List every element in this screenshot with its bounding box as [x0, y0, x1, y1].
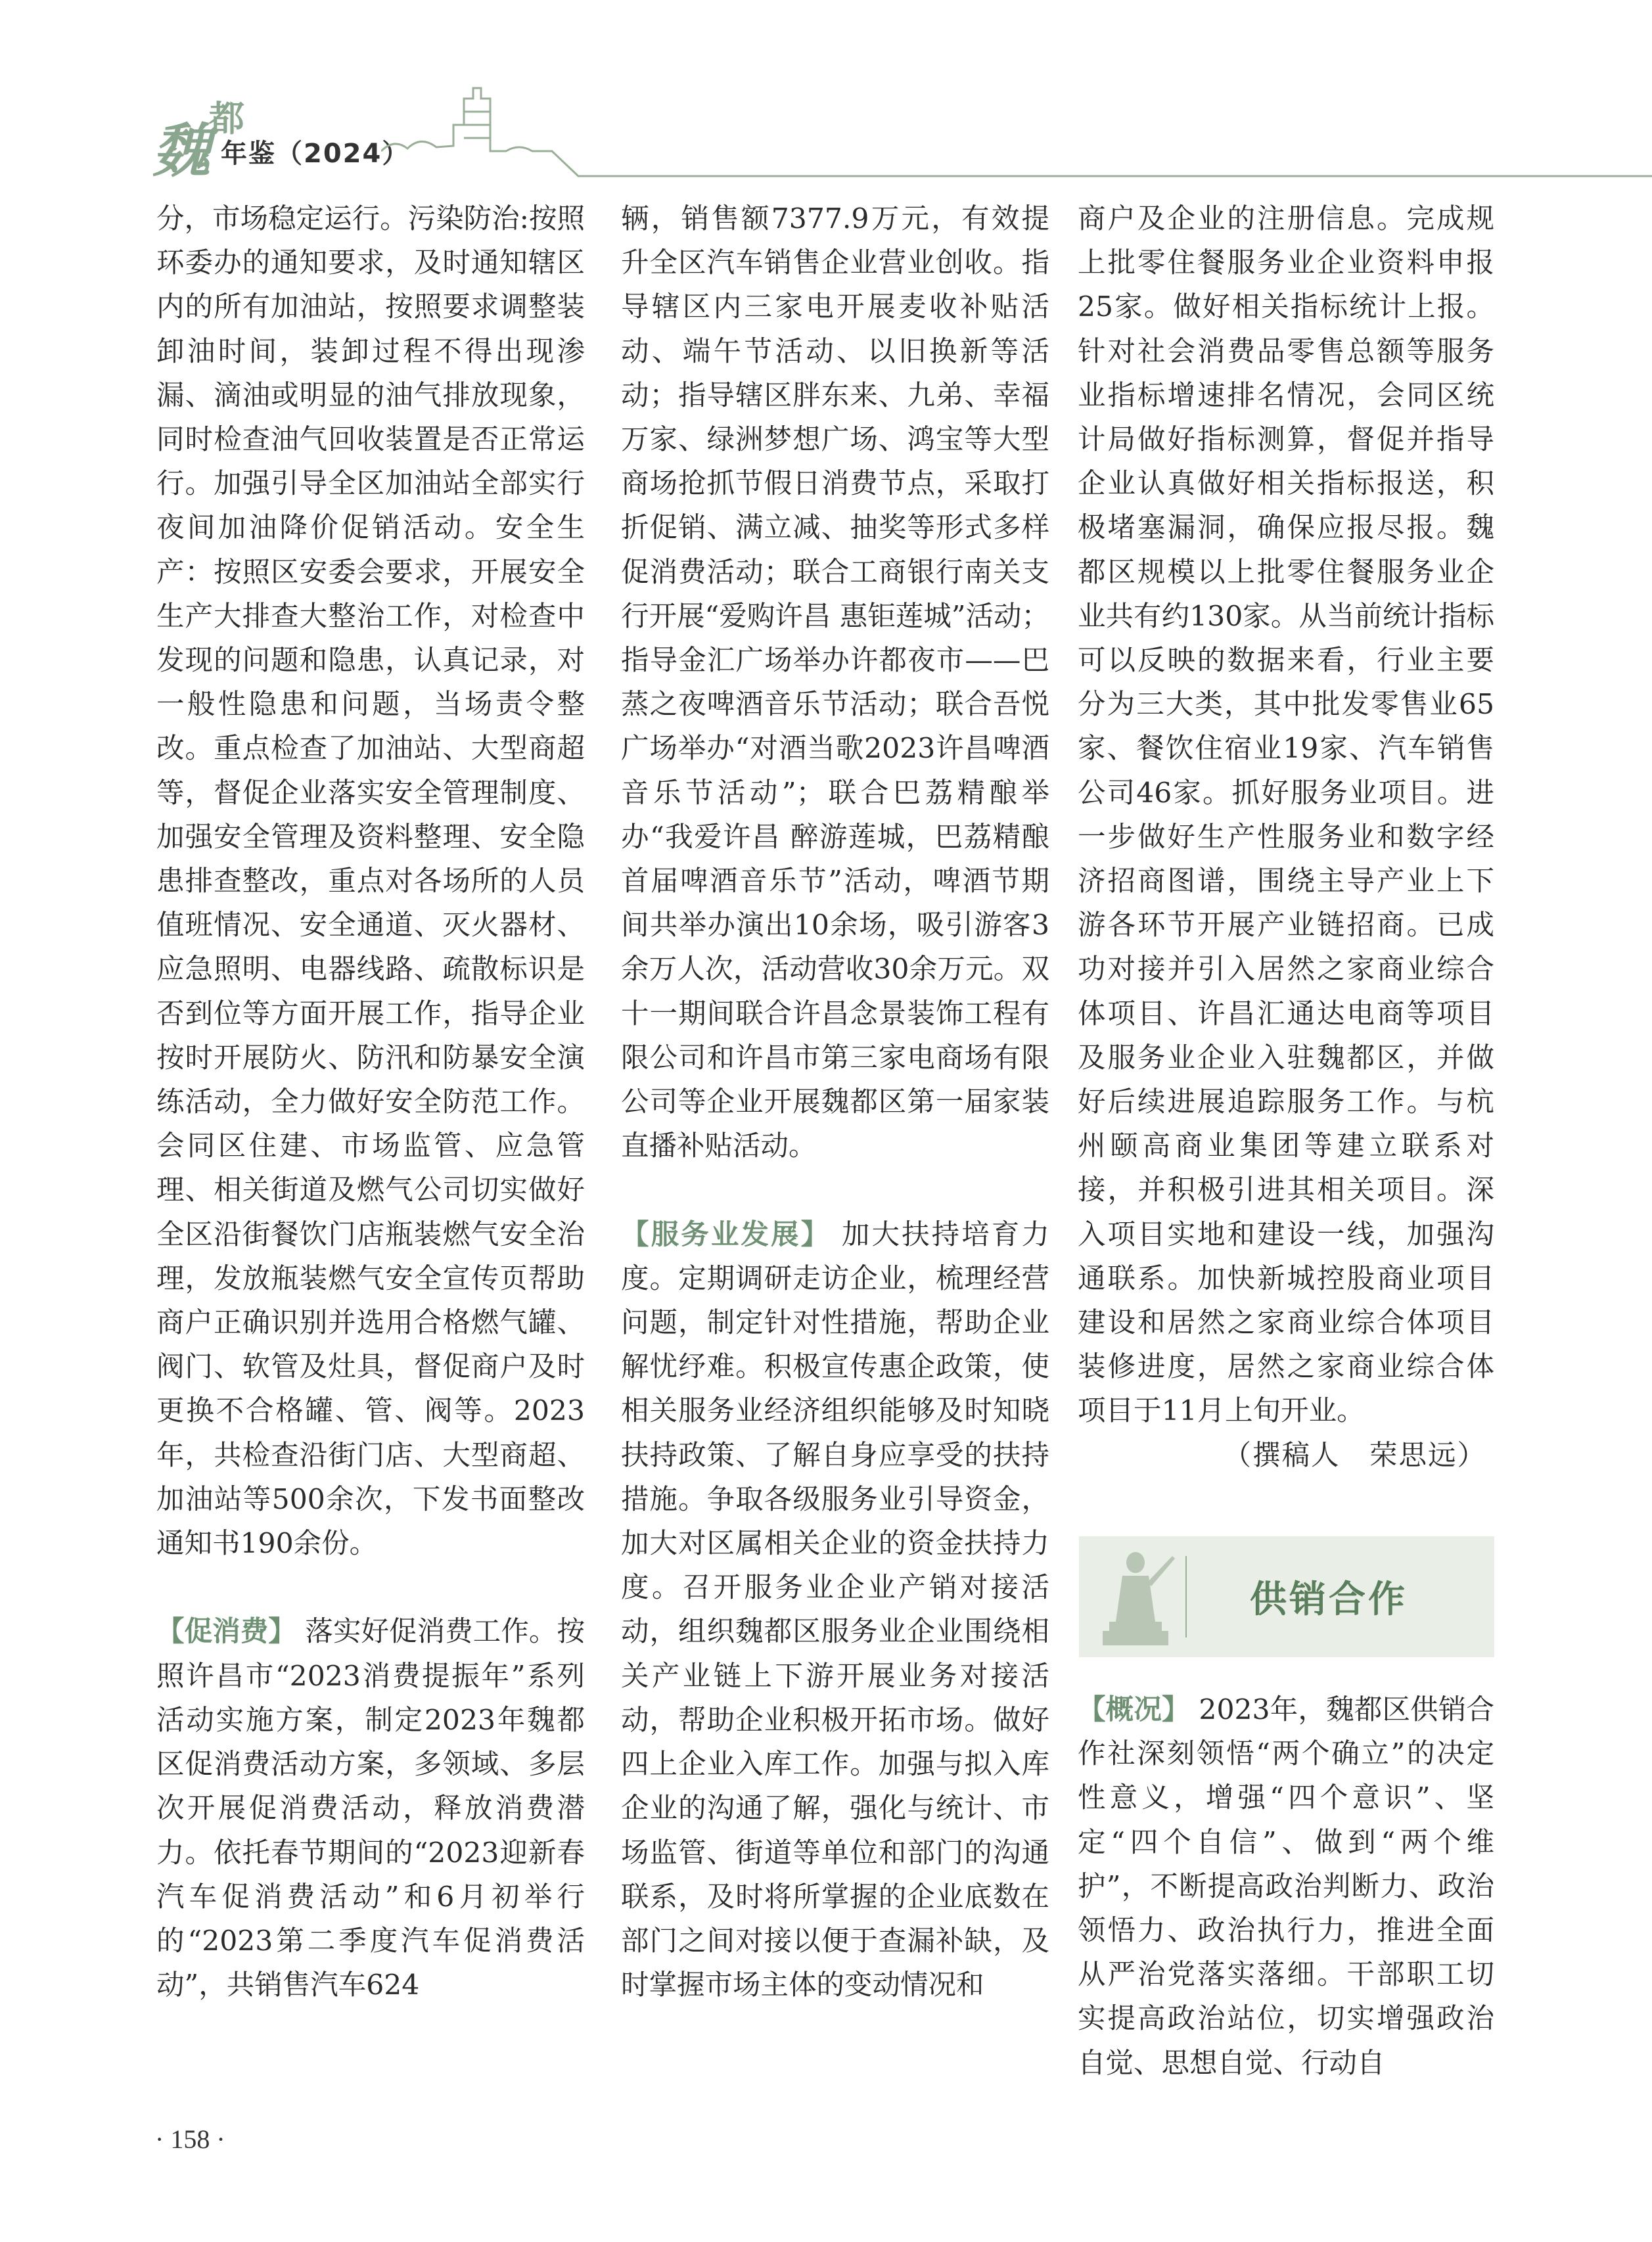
paragraph-promote-consumption — [156, 1610, 585, 2007]
section-title: 供销合作 — [1250, 1578, 1408, 1621]
paragraph-overview — [1078, 1688, 1494, 2086]
brand-char-du: 都 — [209, 98, 244, 139]
yearbook-title: 年鉴（2024） — [221, 139, 410, 169]
paragraph-text: 加大扶持培育力度。定期调研走访企业，梳理经营问题，制定针对性措施，帮助企业解忧纾难。积极宣传惠企政策，使相关服务业经济组织能够及时知晓扶持政策、了解自身应享受的扶持措施。争取各级服务业引导资金，加大对区属相关企业的资金扶持力度。召开服务业企业产销对接活动，组织魏都区服务业企业围绕相关产业链上下游开展业务对接活动，帮助企业积极开拓市场。做好四上企业入库工作。加强与拟入库企业的沟通了解，强化与统计、市场监管、街道等单位和部门的沟通联系，及时将所掌握的企业底数在部门之间对接以便于查漏补缺，及时掌握市场主体的变动情况和 — [621, 1218, 1049, 2002]
banner-divider — [1185, 1556, 1187, 1637]
paragraph-text: 落实好促消费工作。按照许昌市“2023消费提振年”系列活动实施方案，制定2023年魏都区促消费活动方案，多领域、多层次开展促消费活动，释放消费潜力。依托春节期间的“2023迎新春汽车促消费活动”和6月初举行的“2023第二季度汽车促消费活动”，共销售汽车624 — [156, 1616, 585, 2002]
column-right — [1078, 197, 1494, 2090]
column-middle — [621, 197, 1049, 2090]
page-number: · 158 · — [155, 2124, 225, 2154]
page-header — [0, 0, 1652, 184]
paragraph-environment-safety: 分，市场稳定运行。污染防治:按照环委办的通知要求，及时通知辖区内的所有加油站，按照要求调整装卸油时间，装卸过程不得出现渗漏、滴油或明显的油气排放现象，同时检查油气回收装置是否正常运行。加强引导全区加油站全部实行夜间加油降价促销活动。安全生产：按照区安委会要求，开展安全生产大排查大整治工作，对检查中发现的问题和隐患，认真记录，对一般性隐患和问题，当场责令整改。重点检查了加油站、大型商超等，督促企业落实安全管理制度、加强安全管理及资料整理、安全隐患排查整改，重点对各场所的人员值班情况、安全通道、灭火器材、应急照明、电器线路、疏散标识是否到位等方面开展工作，指导企业按时开展防火、防汛和防暴安全演练活动，全力做好安全防范工作。会同区住建、市场监管、应急管理、相关街道及燃气公司切实做好全区沿街餐饮门店瓶装燃气安全治理，发放瓶装燃气安全宣传页帮助商户正确识别并选用合格燃气罐、阀门、软管及灶具，督促商户及时更换不合格罐、管、阀等。2023年，共检查沿街门店、大型商超、加油站等500余次，下发书面整改通知书190余份。 — [156, 203, 585, 1561]
paragraph-registration: 商户及企业的注册信息。完成规上批零住餐服务业企业资料申报25家。做好相关指标统计上报。针对社会消费品零售总额等服务业指标增速排名情况，会同区统计局做好指标测算，督促并指导企业认真做好相关指标报送，积极堵塞漏洞，确保应报尽报。魏都区规模以上批零住餐服务业企业共有约130家。从当前统计指标可以反映的数据来看，行业主要分为三大类，其中批发零售业65家、餐饮住宿业19家、汽车销售公司46家。抓好服务业项目。进一步做好生产性服务业和数字经济招商图谱，围绕主导产业上下游各环节开展产业链招商。已成功对接并引入居然之家商业综合体项目、许昌汇通达电商等项目及服务业企业入驻魏都区，并做好后续进展追踪服务工作。与杭州颐高商业集团等建立联系对接，并积极引进其相关项目。深入项目实地和建设一线，加强沟通联系。加快新城控股商业项目建设和居然之家商业综合体项目装修进度，居然之家商业综合体项目于11月上旬开业。 — [1078, 203, 1494, 1428]
column-left — [156, 197, 585, 2090]
paragraph-auto-sales: 辆，销售额7377.9万元，有效提升全区汽车销售企业营业创收。指导辖区内三家电开展麦收补贴活动、端午节活动、以旧换新等活动；指导辖区胖东来、九弟、幸福万家、绿洲梦想广场、鸿宝等大型商场抢抓节假日消费节点，采取打折促销、满立减、抽奖等形式多样促消费活动；联合工商银行南关支行开展“爱购许昌 惠钜莲城”活动；指导金汇广场举办许都夜市——巴蒸之夜啤酒音乐节活动；联合吾悦广场举办“对酒当歌2023许昌啤酒音乐节活动”；联合巴荔精酿举办“我爱许昌 醉游莲城，巴荔精酿首届啤酒音乐节”活动，啤酒节期间共举办演出10余场，吸引游客3余万人次，活动营收30余万元。双十一期间联合许昌念景装饰工程有限公司和许昌市第三家电商场有限公司等企业开展魏都区第一届家装直播补贴活动。 — [621, 203, 1049, 1163]
section-banner-supply-cooperation — [1079, 1536, 1494, 1657]
section-tag-overview: 【概况】 — [1078, 1693, 1190, 1726]
brand-char-wei: 魏 — [152, 117, 211, 185]
author-credit: （撰稿人 荣思远） — [1223, 1439, 1486, 1472]
paragraph-text: 2023年，魏都区供销合作社深刻领悟“两个确立”的决定性意义，增强“四个意识”、坚定“四个自信”、做到“两个维护”，不断提高政治判断力、政治领悟力、政治执行力，推进全面从严治党落实落细。干部职工切实提高政治站位，切实增强政治自觉、思想自觉、行动自 — [1078, 1693, 1494, 2080]
section-tag-promote-consumption: 【促消费】 — [156, 1616, 296, 1649]
section-tag-service-industry: 【服务业发展】 — [621, 1218, 831, 1251]
statue-icon — [1090, 1543, 1182, 1651]
skyline-header-graphic — [381, 85, 1652, 177]
paragraph-service-industry — [621, 1213, 1049, 2008]
